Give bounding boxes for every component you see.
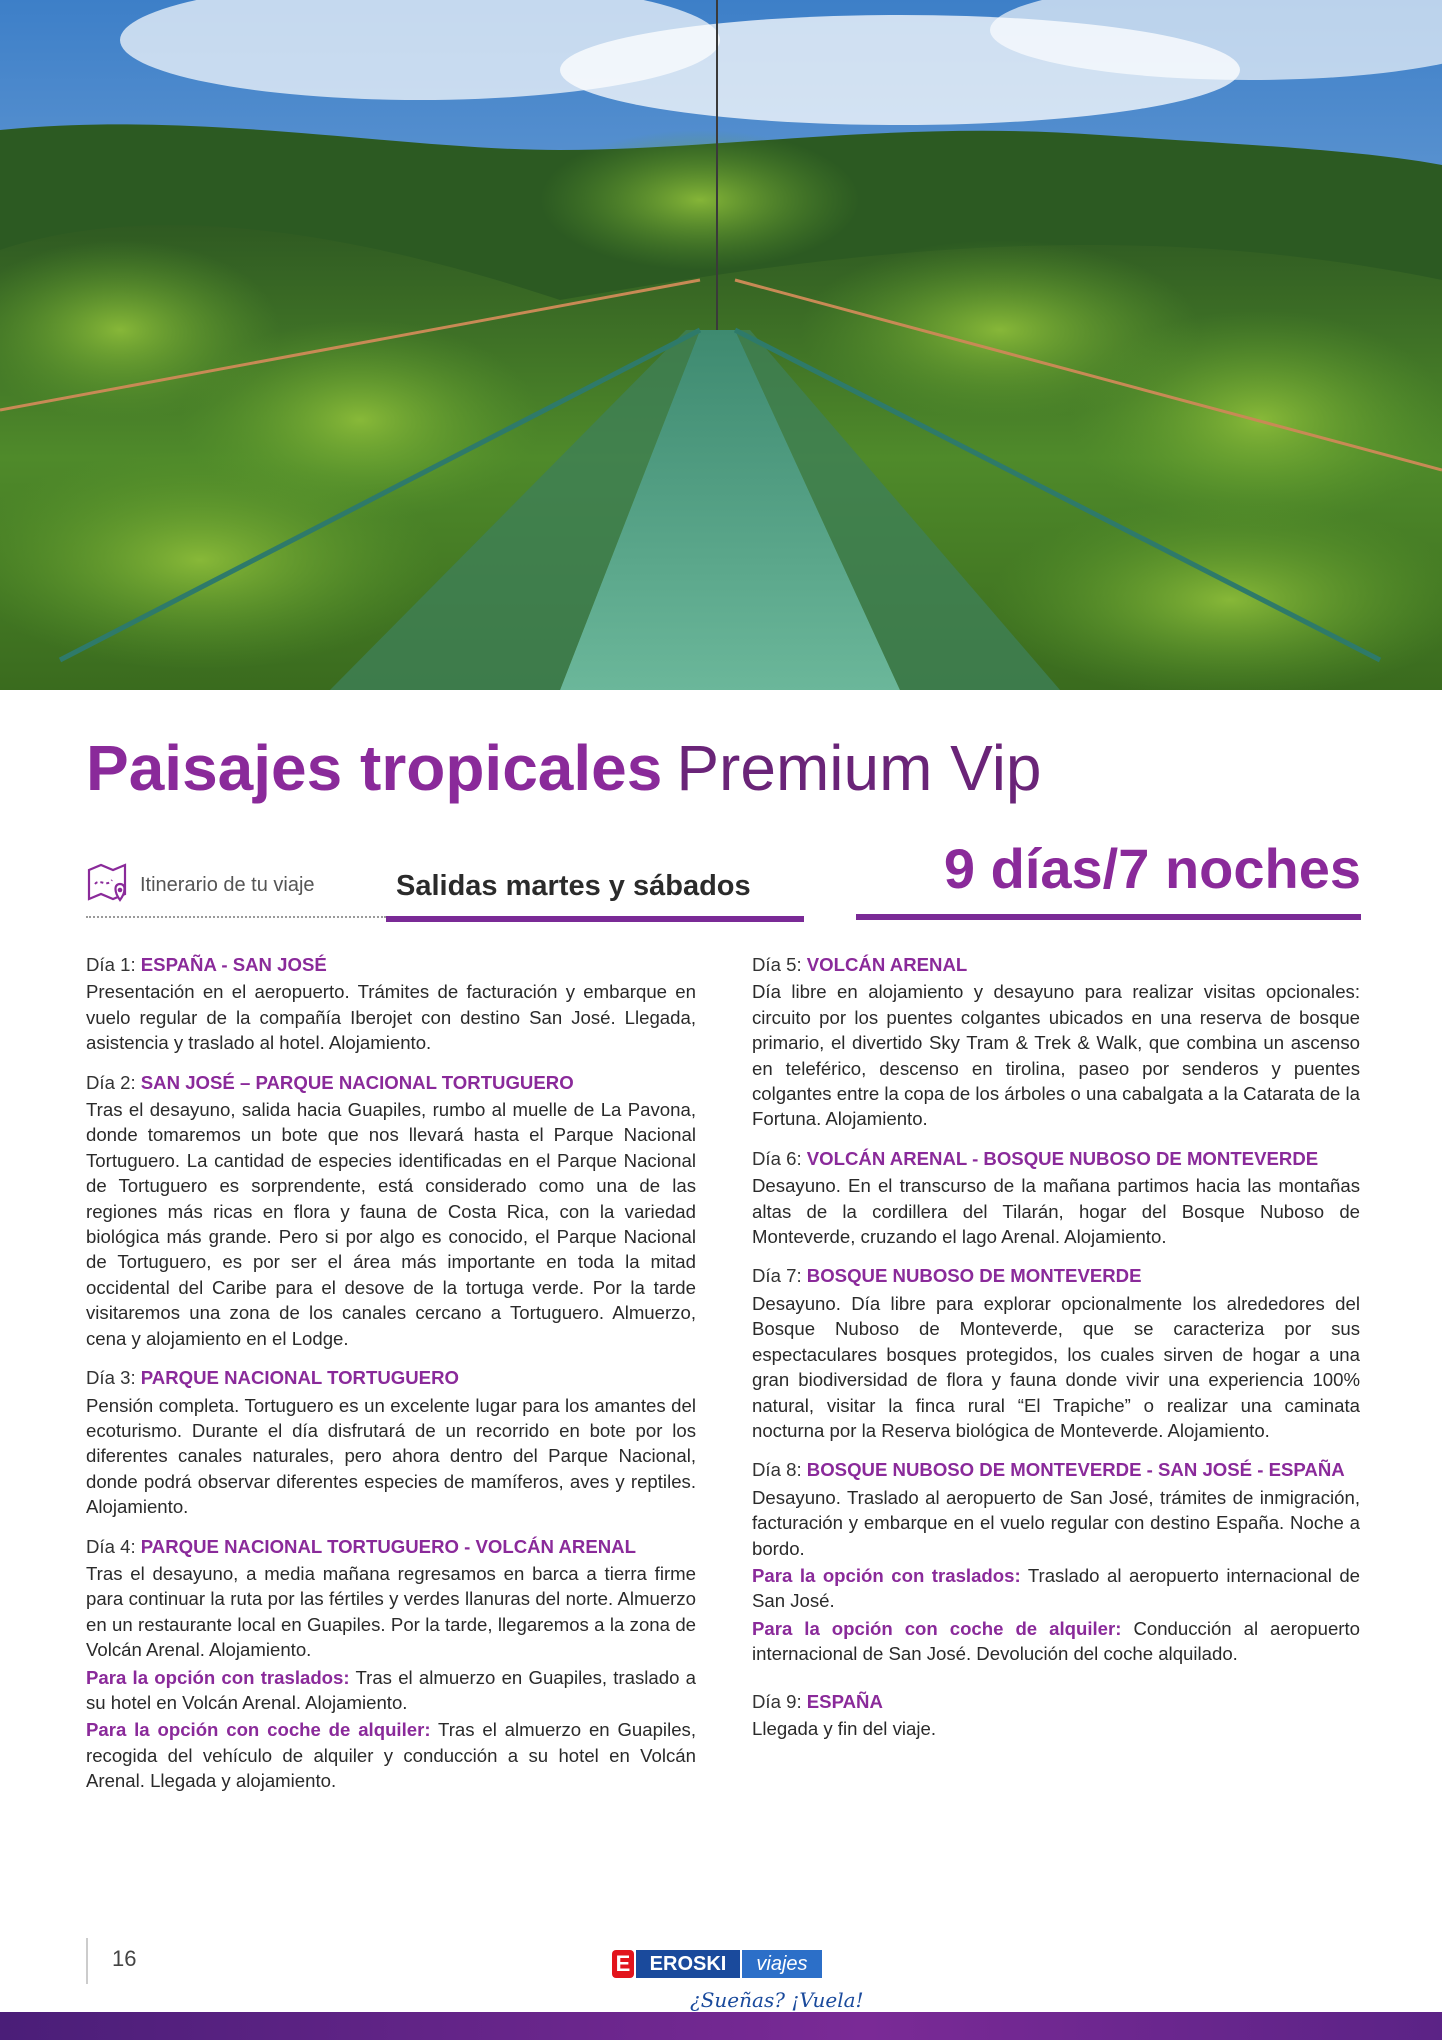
day-text: Presentación en el aeropuerto. Trámites de facturación y embarque en vuelo regular de la compañía Iberojet con destino San José. Llegada, asistencia y traslado al hotel. Alojamiento.: [86, 981, 696, 1054]
day-7: [752, 1263, 1360, 1443]
day-8: [752, 1457, 1360, 1666]
day-4: [86, 1534, 696, 1794]
day-title: PARQUE NACIONAL TORTUGUERO - VOLCÁN ARENAL: [140, 1535, 636, 1557]
bottom-color-bar: [0, 2012, 1442, 2040]
option-text: Conducción al aeropuerto internacional de San José. Devolución del coche alquilado.: [752, 1617, 1360, 1665]
day-number: Día 4:: [86, 1535, 136, 1557]
day-number: Día 7:: [752, 1265, 802, 1287]
option-car-rental: [86, 1717, 696, 1793]
day-2: [86, 1070, 696, 1351]
day-title: BOSQUE NUBOSO DE MONTEVERDE: [806, 1265, 1142, 1287]
itinerary-left-column: [86, 952, 696, 1808]
title-main: Paisajes tropicales: [86, 732, 663, 804]
map-pin-icon: [86, 860, 134, 904]
day-text: Desayuno. Día libre para explorar opcionalmente los alrededores del Bosque Nuboso de Monteverde, que se caracteriza por sus espectaculares bosques protegidos, los cuales sirven de hogar a una gran biodiversidad de flora y fauna donde vivir una experiencia 100% natural, visitar la finca rural “El Trapiche” o realizar una caminata nocturna por la Reserva biológica de Monteverde. Alojamiento.: [752, 1292, 1360, 1441]
option-car-rental: [752, 1616, 1360, 1667]
departures-box: [386, 860, 804, 922]
day-number: Día 5:: [752, 954, 802, 975]
logo-badge: [612, 1948, 822, 1980]
day-9: [752, 1689, 1360, 1742]
page-number: [86, 1938, 158, 1984]
day-title: BOSQUE NUBOSO DE MONTEVERDE - SAN JOSÉ - ESPAÑA: [806, 1459, 1345, 1481]
day-title: PARQUE NACIONAL TORTUGUERO: [140, 1367, 459, 1389]
day-text: Llegada y fin del viaje.: [752, 1717, 936, 1739]
page-number-text: 16: [112, 1946, 137, 1971]
option-transfers: [752, 1563, 1360, 1614]
option-label: Para la opción con coche de alquiler:: [86, 1719, 431, 1741]
option-text: Tras el almuerzo en Guapiles, recogida del vehículo de alquiler y conducción a su hotel en Volcán Arenal. Llegada y alojamiento.: [86, 1719, 697, 1792]
option-text: Tras el almuerzo en Guapiles, traslado a su hotel en Volcán Arenal. Alojamiento.: [86, 1666, 696, 1713]
day-title: ESPAÑA: [806, 1690, 883, 1712]
option-label: Para la opción con traslados:: [86, 1666, 350, 1688]
option-label: Para la opción con traslados:: [752, 1564, 1021, 1586]
eroski-viajes-logo: [612, 1948, 864, 2022]
day-text: Tras el desayuno, salida hacia Guapiles, rumbo al muelle de La Pavona, donde tomaremos un bote que nos llevará hasta el Parque Nacional Tortuguero. La cantidad de especies identificadas en el Parque Nacional de Tortuguero es sorprendente, está considerado como una de las regiones más ricas en flora y fauna de Costa Rica, con la variedad biológica más grande. Pero si por algo es conocido, el Parque Nacional de Tortuguero, es por ser el área más importante en toda la mitad occidental del Caribe para el desove de la tortuga verde. Por la tarde visitaremos una zona de los canales cercano a Tortuguero. Almuerzo, cena y alojamiento en el Lodge.: [86, 1099, 696, 1349]
day-1: [86, 952, 696, 1056]
day-title: VOLCÁN ARENAL: [806, 954, 968, 975]
day-3: [86, 1365, 696, 1519]
day-number: Día 9:: [752, 1690, 802, 1712]
duration-text: 9 días/7 noches: [943, 837, 1361, 900]
day-text: Tras el desayuno, a media mañana regresamos en barca a tierra firme para continuar la ruta por las fértiles y verdes llanuras del norte. Almuerzo en un restaurante local en Guapiles. Por la tarde, llegaremos a la zona de Volcán Arenal. Alojamiento.: [86, 1562, 696, 1661]
logo-brand-suffix: viajes: [742, 1950, 822, 1978]
page-title: [86, 728, 1042, 808]
hero-photo: [0, 0, 1442, 690]
departures-text: Salidas martes y sábados: [396, 870, 751, 902]
option-text: Traslado al aeropuerto internacional de San José.: [752, 1564, 1360, 1612]
title-sub: Premium Vip: [676, 732, 1042, 804]
duration-box: [856, 836, 1361, 920]
day-text: Pensión completa. Tortuguero es un excelente lugar para los amantes del ecoturismo. Durante el día disfrutará de un recorrido en bote por los diferentes canales naturales, pero ahora dentro del Parque Nacional, donde podrá observar diferentes especies de mamíferos, aves y reptiles. Alojamiento.: [86, 1394, 696, 1518]
itinerary-label: Itinerario de tu viaje: [140, 874, 315, 896]
logo-brand: EROSKI: [636, 1950, 740, 1978]
option-label: Para la opción con coche de alquiler:: [752, 1617, 1122, 1639]
day-text: Día libre en alojamiento y desayuno para realizar visitas opcionales: circuito por los puentes colgantes ubicados en una reserva de bosque primario, el divertido Sky Tram & Trek & Walk, que combina un ascenso en teleférico, descenso en tirolina, paseo por senderos y puentes colgantes entre la copa de los árboles o una cabalgata a la Catarata de la Fortuna. Alojamiento.: [752, 981, 1360, 1130]
itinerary-link[interactable]: [86, 856, 386, 918]
logo-e-mark: E: [612, 1950, 634, 1978]
day-number: Día 3:: [86, 1367, 136, 1389]
info-row: [86, 836, 1361, 920]
day-text: Desayuno. Traslado al aeropuerto de San José, trámites de inmigración, facturación y embarque en el vuelo regular con destino España. Noche a bordo.: [752, 1486, 1360, 1559]
day-text: Desayuno. En el transcurso de la mañana partimos hacia las montañas altas de la cordillera del Tilarán, hogar del Bosque Nuboso de Monteverde, cruzando el lago Arenal. Alojamiento.: [752, 1175, 1360, 1248]
day-number: Día 1:: [86, 954, 136, 975]
day-number: Día 8:: [752, 1459, 802, 1481]
itinerary-right-column: [752, 952, 1360, 1755]
day-number: Día 6:: [752, 1147, 802, 1169]
day-title: ESPAÑA - SAN JOSÉ: [140, 954, 327, 975]
option-transfers: [86, 1665, 696, 1716]
day-5: [752, 952, 1360, 1132]
day-number: Día 2:: [86, 1071, 136, 1093]
day-6: [752, 1146, 1360, 1250]
day-title: SAN JOSÉ – PARQUE NACIONAL TORTUGUERO: [140, 1071, 574, 1093]
logo-tagline: ¿Sueñas? ¡Vuela!: [690, 1988, 864, 2012]
day-title: VOLCÁN ARENAL - BOSQUE NUBOSO DE MONTEVERDE: [806, 1147, 1319, 1169]
